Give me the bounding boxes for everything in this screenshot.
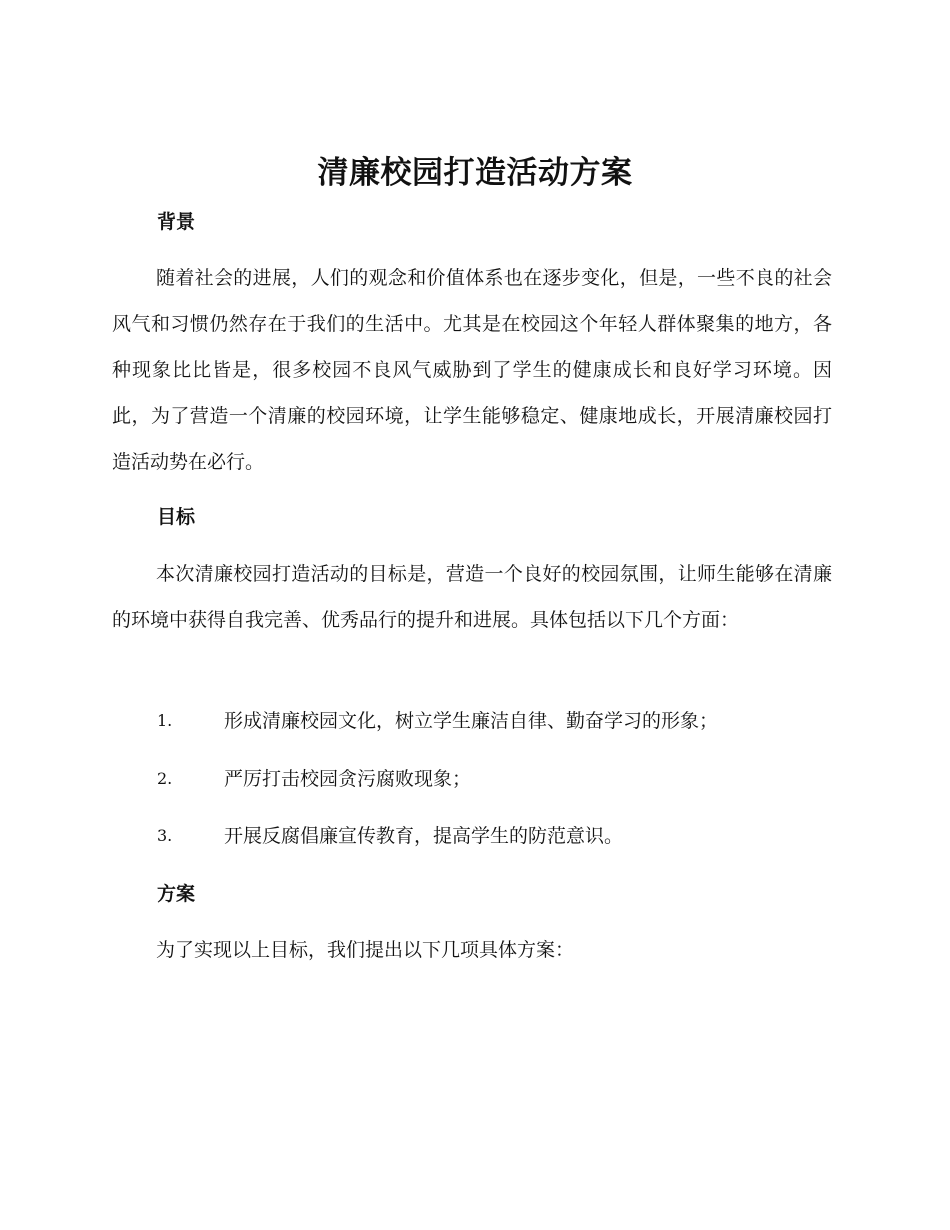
list-number: 2. xyxy=(157,769,173,788)
list-text: 开展反腐倡廉宣传教育，提高学生的防范意识。 xyxy=(224,825,624,847)
plan-paragraph: 为了实现以上目标，我们提出以下几项具体方案： xyxy=(156,939,575,961)
list-number: 3. xyxy=(157,826,173,845)
list-text: 形成清廉校园文化，树立学生廉洁自律、勤奋学习的形象； xyxy=(224,710,719,732)
goals-paragraph: 本次清廉校园打造活动的目标是，营造一个良好的校园氛围，让师生能够在清廉的环境中获得自我完善、优秀品行的提升和进展。具体包括以下几个方面： xyxy=(112,563,832,631)
section-heading-plan: 方案 xyxy=(157,883,196,905)
list-text: 严厉打击校园贪污腐败现象； xyxy=(224,768,472,790)
list-number: 1. xyxy=(157,711,173,730)
background-paragraph: 随着社会的进展，人们的观念和价值体系也在逐步变化，但是，一些不良的社会风气和习惯仍然存在于我们的生活中。尤其是在校园这个年轻人群体聚集的地方，各种现象比比皆是，很多校园不良风气威胁到了学生的健康成长和良好学习环境。因此，为了营造一个清廉的校园环境，让学生能够稳定、健康地成长，开展清廉校园打造活动势在必行。 xyxy=(112,267,832,473)
document-title: 清廉校园打造活动方案 xyxy=(317,155,633,191)
section-heading-goals: 目标 xyxy=(157,506,196,528)
section-heading-background: 背景 xyxy=(157,211,196,233)
